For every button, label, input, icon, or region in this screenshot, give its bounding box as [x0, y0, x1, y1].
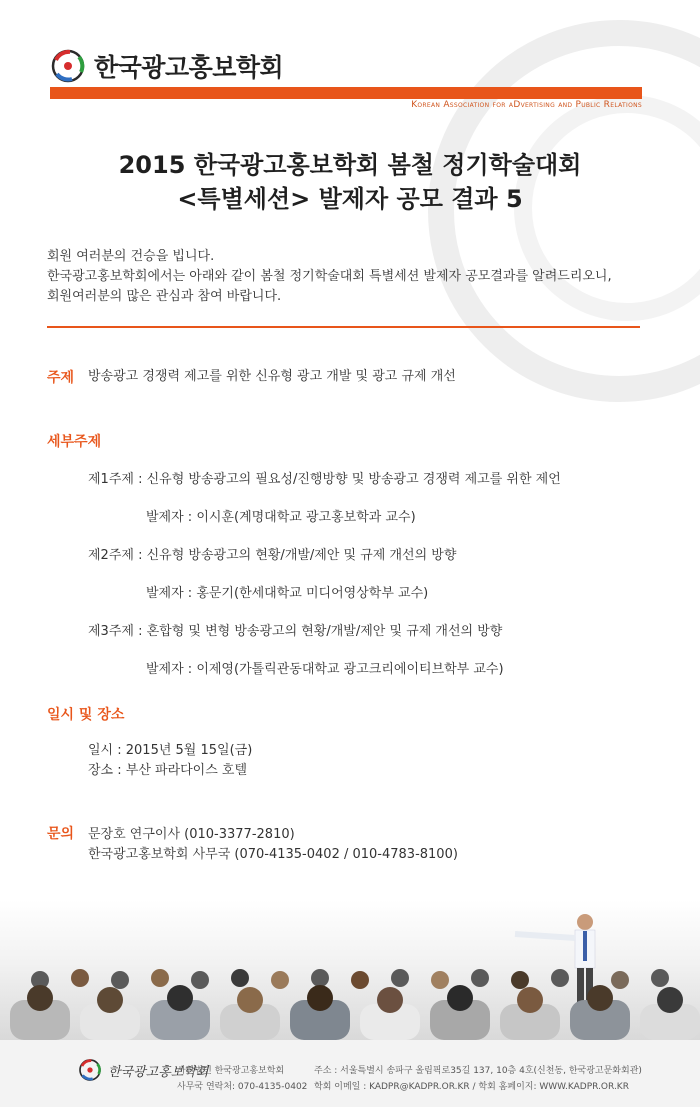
topic-title: 제3주제 : 혼합형 및 변형 방송광고의 현황/개발/제안 및 규제 개선의 방향 — [88, 624, 503, 639]
intro-text — [47, 247, 657, 307]
intro-line-2: 한국광고홍보학회에서는 아래와 같이 봄철 정기학술대회 특별세션 발제자 공모결과를 알려드리오니, — [47, 269, 612, 284]
conference-audience-photo — [0, 900, 700, 1040]
schedule-label: 일시 및 장소 — [47, 707, 125, 723]
header — [0, 0, 700, 120]
topic-title: 제2주제 : 신유형 방송광고의 현황/개발/제안 및 규제 개선의 방향 — [88, 548, 457, 563]
schedule-place: 장소 : 부산 파라다이스 호텔 — [88, 763, 248, 778]
topic-presenter: 발제자 : 홍문기(한세대학교 미디어영상학부 교수) — [146, 586, 429, 601]
org-english-name: Korean Association for aDvertising and Public Relations — [411, 100, 642, 110]
intro-line-3: 회원여러분의 많은 관심과 참여 바랍니다. — [47, 289, 282, 304]
header-accent-bar — [50, 87, 642, 99]
org-name: 한국광고홍보학회 — [94, 53, 284, 82]
contact-label: 문의 — [47, 826, 75, 842]
footer-org-name: 한국광고홍보학회 — [108, 1064, 209, 1080]
footer-address: 주소 : 서울특별시 송파구 올림픽로35길 137, 10층 4호(신천동, 한국광고문화회관) — [314, 1066, 642, 1076]
schedule-date: 일시 : 2015년 5월 15일(금) — [88, 743, 253, 758]
topic-3 — [88, 622, 504, 680]
topic-presenter: 발제자 : 이시훈(계명대학교 광고홍보학과 교수) — [146, 510, 416, 525]
title-line-1: 2015 한국광고홍보학회 봄철 정기학술대회 — [118, 151, 582, 179]
contact-line-1: 문장호 연구이사 (010-3377-2810) — [88, 827, 295, 842]
contact-line-2: 한국광고홍보학회 사무국 (070-4135-0402 / 010-4783-8100) — [88, 847, 458, 862]
org-logo — [50, 48, 283, 84]
theme-text: 방송광고 경쟁력 제고를 위한 신유형 광고 개발 및 광고 규제 개선 — [88, 369, 456, 384]
footer-org: 사단법인 한국광고홍보학회 — [177, 1066, 285, 1076]
intro-line-1: 회원 여러분의 건승을 빕니다. — [47, 249, 215, 264]
footer-emblem-icon — [78, 1058, 102, 1082]
section-divider — [47, 326, 640, 328]
page-title — [0, 148, 700, 216]
org-emblem-icon — [50, 48, 86, 84]
topic-title: 제1주제 : 신유형 방송광고의 필요성/진행방향 및 방송광고 경쟁력 제고를 위한 제언 — [88, 472, 561, 487]
details-label: 세부주제 — [47, 434, 102, 450]
theme-label: 주제 — [47, 370, 75, 386]
title-line-2: <특별세션> 발제자 공모 결과 5 — [177, 185, 523, 213]
topic-1 — [88, 470, 561, 528]
topic-presenter: 발제자 : 이제영(가톨릭관동대학교 광고크리에이티브학부 교수) — [146, 662, 504, 677]
footer-phone: 사무국 연락처: 070-4135-0402 — [177, 1082, 308, 1092]
topic-2 — [88, 546, 456, 604]
footer-web: 학회 이메일 : KADPR@KADPR.OR.KR / 학회 홈페이지: WWW.KADPR.OR.KR — [314, 1082, 629, 1092]
